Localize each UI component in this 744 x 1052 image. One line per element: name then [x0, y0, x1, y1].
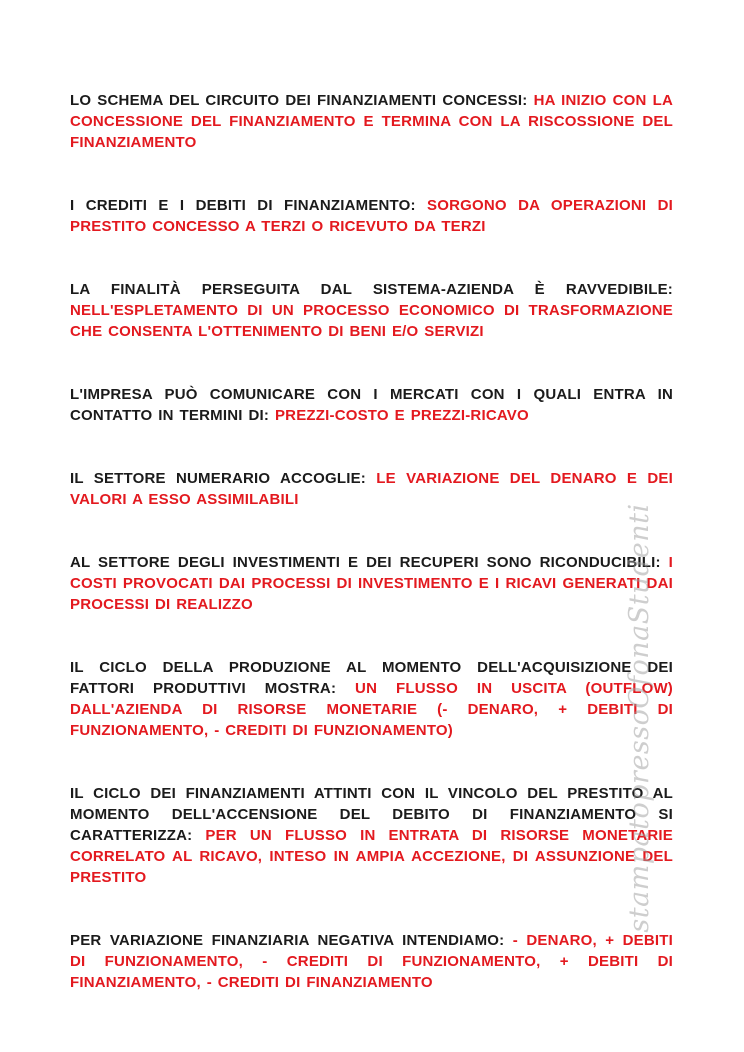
qa-paragraph	[70, 279, 673, 342]
qa-paragraph	[70, 195, 673, 237]
qa-paragraph	[70, 783, 673, 888]
qa-paragraph	[70, 90, 673, 153]
answer-text: UN FLUSSO IN USCITA (OUTFLOW) DALL'AZIENDA DI RISORSE MONETARIE (- DENARO, + DEBITI DI FUNZIONAMENTO, - CREDITI DI FUNZIONAMENTO)	[70, 680, 673, 739]
answer-text: LE VARIAZIONE DEL DENARO E DEI VALORI A ESSO ASSIMILABILI	[70, 470, 674, 508]
question-text: PER VARIAZIONE FINANZIARIA NEGATIVA INTENDIAMO:	[70, 932, 505, 949]
qa-paragraph	[70, 468, 673, 510]
answer-text: I COSTI PROVOCATI DAI PROCESSI DI INVESTIMENTO E I RICAVI GENERATI DAI PROCESSI DI REALIZZO	[70, 554, 673, 613]
qa-paragraph	[70, 552, 673, 615]
question-text: IL SETTORE NUMERARIO ACCOGLIE:	[70, 470, 366, 487]
answer-text: - DENARO, + DEBITI DI FUNZIONAMENTO, - CREDITI DI FUNZIONAMENTO, + DEBITI DI FINANZIAMENTO, - CREDITI DI FINANZIAMENTO	[70, 932, 673, 991]
question-text: LO SCHEMA DEL CIRCUITO DEI FINANZIAMENTI CONCESSI:	[70, 92, 528, 109]
answer-text: SORGONO DA OPERAZIONI DI PRESTITO CONCESSO A TERZI O RICEVUTO DA TERZI	[70, 197, 673, 235]
answer-text: HA INIZIO CON LA CONCESSIONE DEL FINANZIAMENTO E TERMINA CON LA RISCOSSIONE DEL FINANZIAMENTO	[70, 92, 673, 151]
question-text: IL CICLO DEI FINANZIAMENTI ATTINTI CON IL VINCOLO DEL PRESTITO AL MOMENTO DELL'ACCENSIONE DEL DEBITO DI FINANZIAMENTO SI CARATTERIZZA:	[70, 785, 673, 844]
answer-text: NELL'ESPLETAMENTO DI UN PROCESSO ECONOMICO DI TRASFORMAZIONE CHE CONSENTA L'OTTENIMENTO DI BENI E/O SERVIZI	[70, 302, 673, 340]
question-text: IL CICLO DELLA PRODUZIONE AL MOMENTO DELL'ACQUISIZIONE DEI FATTORI PRODUTTIVI MOSTRA:	[70, 659, 673, 697]
question-text: AL SETTORE DEGLI INVESTIMENTI E DEI RECUPERI SONO RICONDUCIBILI:	[70, 554, 661, 571]
diagonal-watermark: stampatopressoOfonaStudenti	[624, 503, 655, 933]
answer-text: PREZZI-COSTO E PREZZI-RICAVO	[274, 407, 529, 424]
question-text: LA FINALITÀ PERSEGUITA DAL SISTEMA-AZIENDA È RAVVEDIBILE:	[70, 281, 673, 298]
qa-list	[70, 90, 673, 1035]
question-text: L'IMPRESA PUÒ COMUNICARE CON I MERCATI CON I QUALI ENTRA IN CONTATTO IN TERMINI DI:	[70, 386, 673, 424]
qa-paragraph	[70, 930, 673, 993]
question-text: I CREDITI E I DEBITI DI FINANZIAMENTO:	[70, 197, 416, 214]
answer-text: PER UN FLUSSO IN ENTRATA DI RISORSE MONETARIE CORRELATO AL RICAVO, INTESO IN AMPIA ACCEZIONE, DI ASSUNZIONE DEL PRESTITO	[70, 827, 673, 886]
qa-paragraph	[70, 657, 673, 741]
qa-paragraph	[70, 384, 673, 426]
